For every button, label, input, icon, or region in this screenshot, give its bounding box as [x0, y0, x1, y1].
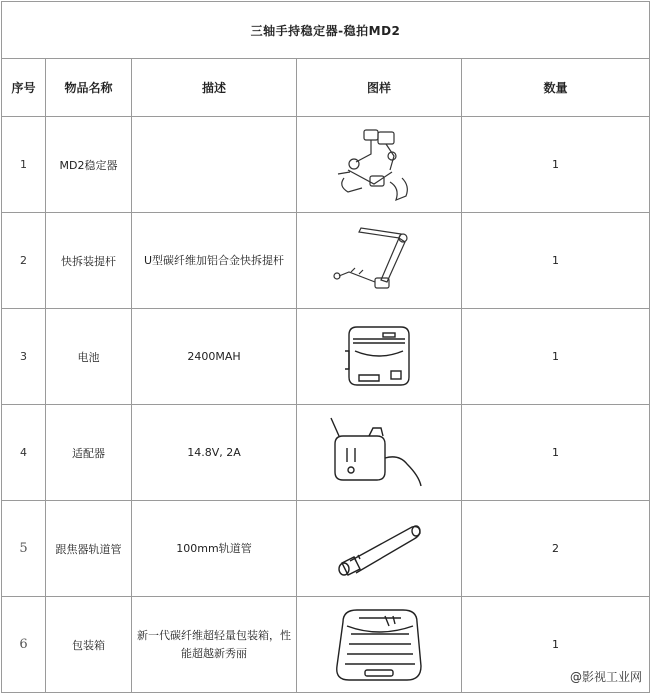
item-quantity: 1: [462, 597, 650, 693]
item-description: 100mm轨道管: [132, 501, 297, 597]
item-quantity: 1: [462, 213, 650, 309]
column-header-description: 描述: [132, 59, 297, 117]
watermark-text: @影视工业网: [569, 670, 642, 684]
table-row: [2, 501, 650, 597]
battery-drawing: [339, 321, 419, 393]
rail-tube-drawing: [332, 517, 426, 581]
table-row: [2, 309, 650, 405]
column-header-quantity: 数量: [462, 59, 650, 117]
item-name: 包装箱: [46, 597, 132, 693]
item-name: 电池: [46, 309, 132, 405]
column-header-index: 序号: [2, 59, 46, 117]
carry-case-drawing: [329, 604, 429, 686]
gimbal-stabilizer-drawing: [334, 126, 424, 204]
item-description: 新一代碳纤维超轻量包装箱，性能超越新秀丽: [132, 597, 297, 693]
table-title: 三轴手持稳定器-稳拍MD2: [2, 2, 650, 59]
item-name: 适配器: [46, 405, 132, 501]
packing-list-table: [1, 1, 650, 693]
row-index: 1: [2, 117, 46, 213]
item-description: U型碳纤维加铝合金快拆提杆: [132, 213, 297, 309]
column-header-image: 图样: [297, 59, 462, 117]
table-row: [2, 597, 650, 693]
item-name: MD2稳定器: [46, 117, 132, 213]
table-row: [2, 405, 650, 501]
handle-bar-drawing: [329, 224, 429, 298]
table-row: [2, 213, 650, 309]
column-header-name: 物品名称: [46, 59, 132, 117]
item-quantity: 1: [462, 117, 650, 213]
item-image-cell: [297, 213, 462, 309]
row-index: 5: [2, 501, 46, 597]
item-quantity: 1: [462, 405, 650, 501]
item-image-cell: [297, 501, 462, 597]
item-quantity: 1: [462, 309, 650, 405]
row-index: 2: [2, 213, 46, 309]
item-description: 2400MAH: [132, 309, 297, 405]
item-image-cell: [297, 597, 462, 693]
table-row: [2, 117, 650, 213]
row-index: 6: [2, 597, 46, 693]
item-image-cell: [297, 309, 462, 405]
item-name: 跟焦器轨道管: [46, 501, 132, 597]
item-quantity: 2: [462, 501, 650, 597]
row-index: 4: [2, 405, 46, 501]
item-image-cell: [297, 405, 462, 501]
item-description: 14.8V, 2A: [132, 405, 297, 501]
header-row: [2, 59, 650, 117]
row-index: 3: [2, 309, 46, 405]
item-name: 快拆装提杆: [46, 213, 132, 309]
adapter-drawing: [329, 414, 429, 492]
item-image-cell: [297, 117, 462, 213]
item-description: [132, 117, 297, 213]
